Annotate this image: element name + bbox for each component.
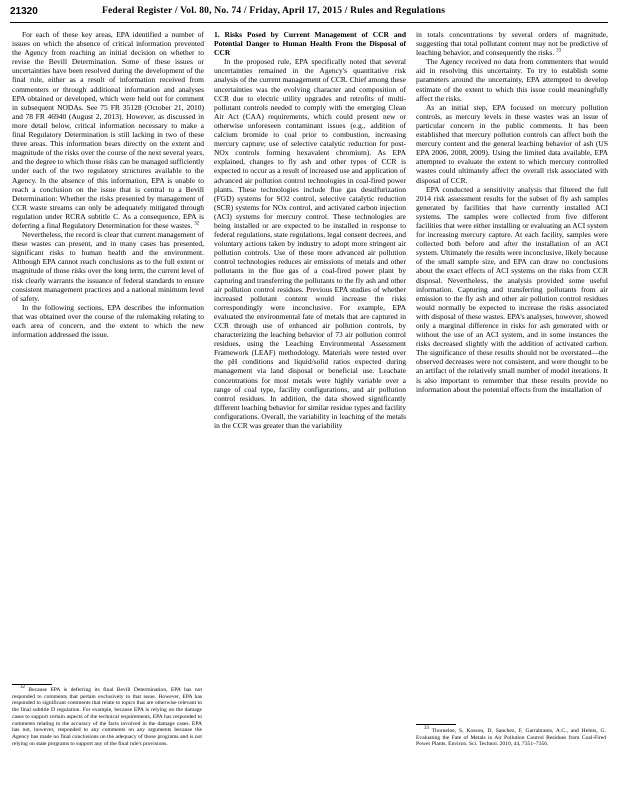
paragraph: EPA conducted a sensitivity analysis that filtered the full 2014 risk assessment results for the subset of fly ash samples generated by facilities that have currently installed ACI systems. The samples were collected from five different facilities that were either installing or evaluating an ACI system for increasing mercury capture. At each facility, samples were collected both before and after the installation of an ACI system. Ultimately the results were inconclusive, likely because of the small sample size, and EPA can draw no conclusions about the exact effects of ACI systems on the risks from CCR disposal. Nevertheless, the analysis provided some useful information. Capturing and transferring pollutants from air emission to the fly ash and other air pollution control residues would normally be expected to increase the risks associated with disposal of these wastes. EPA's analyses, however, showed only a marginal difference in risks for ash generated with or without the use of an ACI system, and in some instances the risks decreased slightly with the addition of activated carbon. The significance of these results should not be overstated—the observed decreases were not consistent, and were thought to be an artifact of the relatively small number of model iterations. It is also important to remember that these results provide no information about the potential effects from the installation of — [416, 184, 608, 394]
paragraph: For each of these key areas, EPA identified a number of issues on which the absence of critical information prevented the Agency from reaching an initial decision on whether to revise the Bevill Determination. Some of these issues or uncertainties have been resolved during the development of the final rule, either as a result of information received from commenters or through additional information and analyses EPA obtained or developed, which were held out for comment in subsequent NODAs. See 75 FR 35128 (October 21, 2010) and 78 FR 46940 (August 2, 2013). However, as discussed in more detail below, critical information necessary to make a final Regulatory Determination is still lacking in two of these three areas. This information bears directly on the extent and magnitude of the risks over the course of the next several years, and the degree to which those risks can be managed sufficiently under each of the two regulatory structures available to the Agency. In the absence of this information, EPA is unable to reach a conclusion on the issue that is central to a Bevill Determination: Whether the risks presented by management of CCR waste streams can only be adequately mitigated through regulation under RCRA subtitle C. As a consequence, EPA is deferring a final Regulatory Determination for these wastes. $^{32}$ — [12, 30, 204, 230]
paragraph: In the following sections, EPA describes the information that was obtained over the course of the rulemaking relating to each area of concern, and the extent to which the new information addressed the issue. — [12, 302, 204, 340]
paragraph: Nevertheless, the record is clear that current management of these wastes can present, and in many cases has presented, significant risks to human health and the environment. Although EPA cannot reach conclusions as to the full extent or magnitude of those risks over the long term, the current level of risk clearly warrants the issuance of federal standards to ensure consistent management practices and a national minimum level of safety. — [12, 230, 204, 303]
paragraph: The Agency received no data from commenters that would aid in resolving this uncertainty. To try to establish some parameters around the uncertainty, EPA attempted to develop estimate of the extent to which this issue could meaningfully affect the risks. — [416, 57, 608, 103]
running-title: Federal Register / Vol. 80, No. 74 / Friday, April 17, 2015 / Rules and Regulations — [102, 6, 446, 16]
section-heading: 1. Risks Posed by Current Management of CCR and Potential Danger to Human Health From the Disposal of CCR — [214, 30, 406, 58]
page-number: 21320 — [10, 6, 38, 17]
paragraph: As an initial step, EPA focused on mercury pollution controls, as mercury levels in these wastes was an issue of particular concern in the public comments. It has been established that mercury pollution controls can affect both the mercury content and the general leaching behavior of ash (US EPA 2006, 2008, 2009). Using the limited data available, EPA attempted to evaluate the extent to which mercury controlled wastes could ultimately affect the overall risk associated with disposal of CCR. — [416, 102, 608, 185]
footnote-ref: 33 — [556, 48, 562, 54]
footnote-32: $^{32}$ Because EPA is deferring its final Bevill Determination, EPA has not responded to comments that pertain exclusively to that issue. However, EPA has responded to significant comments that relate to topics that are otherwise relevant to the final subtitle D regulation. For example, because EPA is relying on the damage cases to support certain aspects of the technical requirements, EPA has responded to comments relating to the accuracy of the facts involved in the damage cases. EPA has not, however, responded to any comments on any arguments because the Agency has made no final conclusions on the adequacy of those programs and is not relying on state programs to support any of the final rule's provisions. — [12, 685, 202, 747]
footnote-rule — [416, 724, 456, 725]
paragraph: In the proposed rule, EPA specifically noted that several uncertainties remained in the Agency's quantitative risk analysis of the current management of CCR. Chief among these uncertainties was the evolving character and composition of CCR due to electric utility upgrades and retrofits of multi-pollutant controls needed to comply with the emerging Clean Air Act (CAA) requirements, which could present new or otherwise unforeseen contaminant issues (e.g., addition of calcium bromide to coal prior to combustion, increasing mercury capture; use of selective catalytic reduction for post-NOx controls forming hexavalent chromium). As EPA explained, changes to fly ash and other types of CCR is expected to occur as a result of increased use and application of advanced air pollution control technologies in coal-fired power plants. These technologies include flue gas desulfurization (FGD) systems for SO2 control, selective catalytic reduction (SCR) systems for NOx control, and activated carbon injection (ACI) systems for mercury control. These technologies are being installed or are expected to be installed in response to federal regulations, state regulations, legal consent decrees, and voluntary actions taken by industry to adopt more stringent air pollution controls. Use of these more advanced air pollution control technologies reduces air emissions of metals and other pollutants in the flue gas of a coal-fired power plant by capturing and transferring the pollutants to the fly ash and other air pollution control residues. Previous EPA studies of whether increased pollutant content would increase the risks correspondingly were inconclusive. For example, EPA evaluated the environmental fate of metals that are captured in CCR through use of enhanced air pollution controls, by characterizing the leaching behavior of 73 air pollution control residues, using the Leaching Environmental Assessment Framework (LEAF) methodology. Materials were tested over the pH conditions and liquid/solid ratios expected during management via land disposal or beneficial use. Leachate concentrations for most metals were highly variable over a range of coal type, facility configurations, and air pollution control residues. In addition, the data showed significantly different leaching behavior for similar residue types and facility configurations. Overall, the variability in leaching of the metals in the CCR was greater than the variability — [214, 57, 406, 431]
header-rule — [10, 22, 608, 23]
column-2 — [214, 30, 406, 430]
footnote-ref: 32 — [194, 221, 200, 227]
page-header — [10, 4, 608, 22]
footnote-rule — [12, 684, 52, 685]
footnote-33: $^{33}$ Thorneloe, S, Kosson, D, Sanchez, F, Garrabrants, A.C., and Helms, G. Evaluating the Fate of Metals in Air Pollution Control Residues from Coal-Fired Power Plants. Environ. Sci. Technol. 2010, 44, 7351–7356. — [416, 726, 606, 748]
column-3 — [416, 30, 608, 394]
column-1 — [12, 30, 204, 339]
paragraph: in totals concentrations by several orders of magnitude, suggesting that total pollutant content may not be predictive of leaching behavior, and consequently the risks. $^{33}$ — [416, 30, 608, 58]
